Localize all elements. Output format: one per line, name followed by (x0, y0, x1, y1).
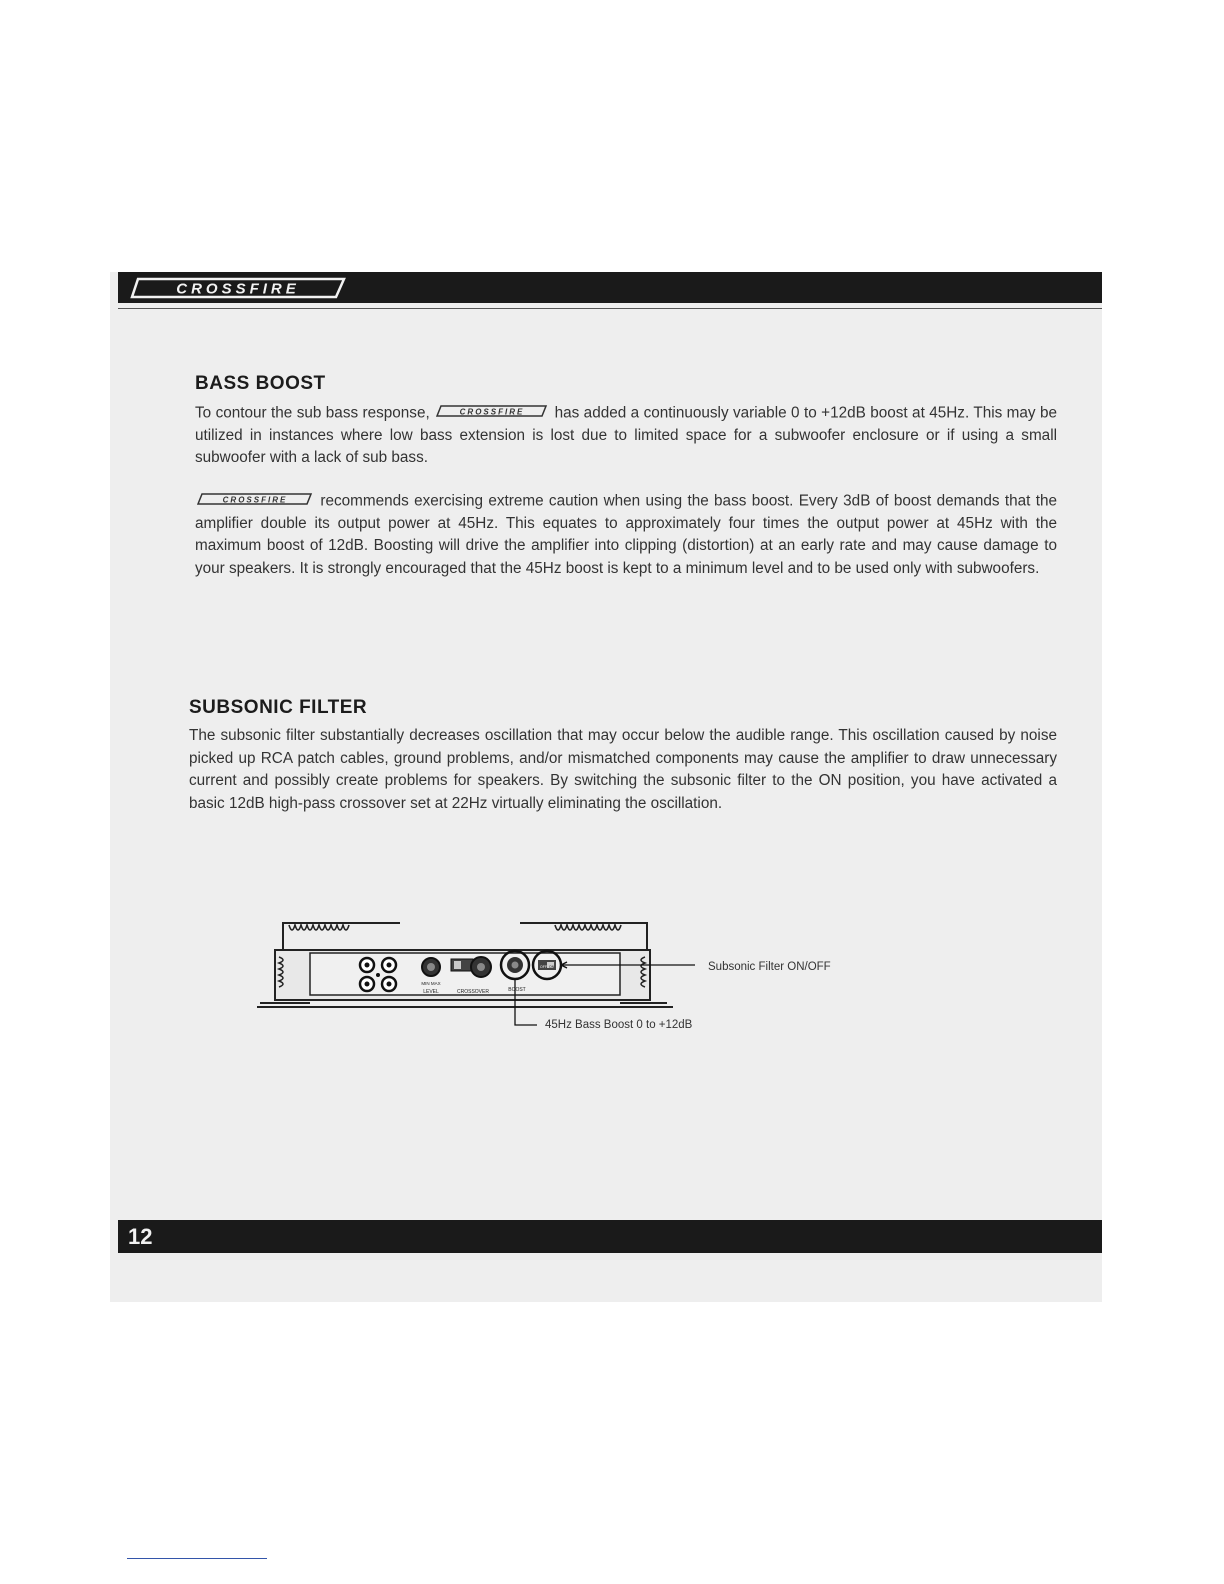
crossfire-inline-logo (436, 402, 548, 425)
label-off: OFF (540, 965, 547, 969)
callout-bass-boost: 45Hz Bass Boost 0 to +12dB (545, 1019, 693, 1031)
label-boost: BOOST (508, 987, 526, 993)
subsonic-filter-heading: SUBSONIC FILTER (189, 697, 368, 718)
header-bar (118, 272, 1102, 303)
label-crossover: CROSSOVER (457, 989, 489, 995)
crossfire-inline-logo (197, 490, 313, 513)
bass-boost-heading: BASS BOOST (195, 373, 326, 394)
crossfire-logo (130, 277, 348, 299)
svg-text:CROSSFIRE: CROSSFIRE (222, 495, 288, 505)
label-level: LEVEL (423, 989, 439, 995)
subsonic-filter-paragraph: The subsonic filter substantially decreases oscillation that may occur below the audible range. This oscillation caused by noise picked up RCA patch cables, ground problems, and/or mismatched components may cause the amplifier to draw unnecessary current and possibly create problems for speakers. By switching the subsonic filter to the ON position, you have activated a basic 12dB high-pass crossover set at 22Hz virtually eliminating the oscillation. (189, 727, 1057, 812)
page-number: 12 (128, 1224, 153, 1249)
footnote-rule (127, 1558, 267, 1559)
svg-text:CROSSFIRE: CROSSFIRE (176, 280, 300, 298)
bass-boost-paragraph-1: To contour the sub bass response, CROSSFIRE has added a continuously variable 0 to +12dB boost at 45Hz. This may be utilized in instances where low bass extension is lost due to limited space for a subwoofer enclosure or if using a small subwoofer with a lack of sub bass. (195, 402, 1057, 470)
label-on: ON (549, 965, 555, 969)
header-rule (118, 308, 1102, 309)
callout-subsonic-filter: Subsonic Filter ON/OFF (708, 961, 831, 973)
label-level-min-max: MIN MAX (421, 981, 441, 986)
svg-text:CROSSFIRE: CROSSFIRE (459, 407, 525, 417)
footer-bar (118, 1220, 1102, 1253)
bass-boost-paragraph-2: CROSSFIRE recommends exercising extreme caution when using the bass boost. Every 3dB of boost demands that the amplifier double its output power at 45Hz. This equates to approximately four times the output power at 45Hz with the maximum boost of 12dB. Boosting will drive the amplifier into clipping (distortion) at an early rate and may cause damage to your speakers. It is strongly encouraged that the 45Hz boost is kept to a minimum level and to be used only with subwoofers. (195, 490, 1057, 580)
